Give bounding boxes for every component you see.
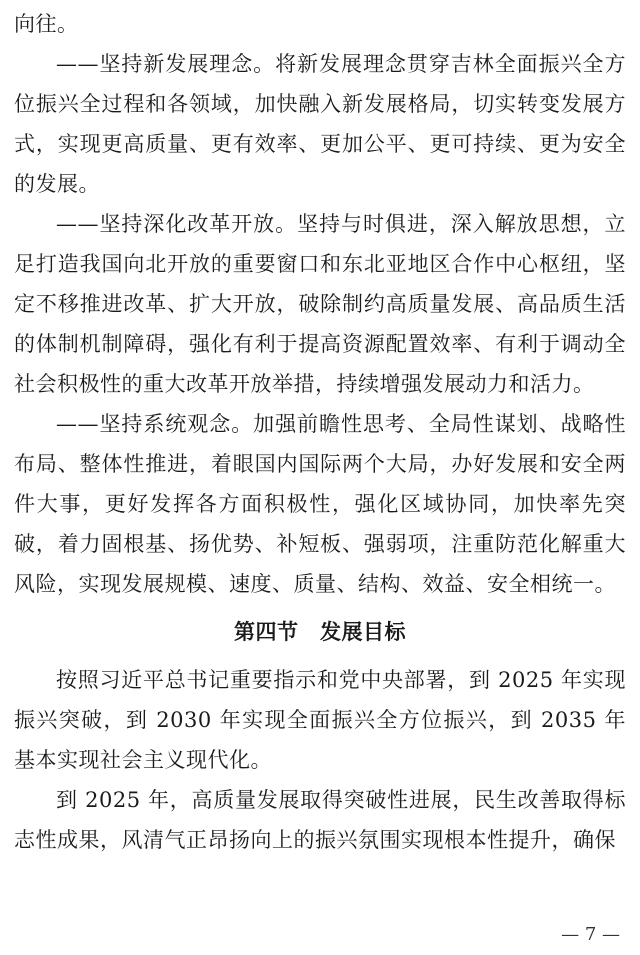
paragraph-goals-overview: 按照习近平总书记重要指示和党中央部署，到 2025 年实现振兴突破，到 2030 年实现全面振兴全方位振兴，到 2035 年基本实现社会主义现代化。: [14, 668, 626, 772]
body-text-after: [14, 660, 626, 860]
paragraph-reform-opening: ——坚持深化改革开放。坚持与时俱进，深入解放思想，立足打造我国向北开放的重要窗口和东北亚地区合作中心枢纽，坚定不移推进改革、扩大开放，破除制约高质量发展、高品质生活的体制机制障碍，强化有利于提高资源配置效率、有利于调动全社会积极性的重大改革开放举措，持续增强发展动力和活力。: [14, 212, 626, 396]
paragraph-2025-goals: 到 2025 年，高质量发展取得突破性进展，民生改善取得标志性成果，风清气正昂扬向上的振兴氛围实现根本性提升，确保: [14, 788, 626, 852]
page-number: — 7 —: [561, 924, 620, 945]
body-text-before: [14, 4, 626, 604]
paragraph-system-concept: ——坚持系统观念。加强前瞻性思考、全局性谋划、战略性布局、整体性推进，着眼国内国际两个大局，办好发展和安全两件大事，更好发挥各方面积极性，强化区域协同，加快率先突破，着力固根基、扬优势、补短板、强弱项，注重防范化解重大风险，实现发展规模、速度、质量、结构、效益、安全相统一。: [14, 412, 626, 596]
paragraph-new-development-concept: ——坚持新发展理念。将新发展理念贯穿吉林全面振兴全方位振兴全过程和各领域，加快融入新发展格局，切实转变发展方式，实现更高质量、更有效率、更加公平、更可持续、更为安全的发展。: [14, 52, 626, 196]
section-heading: 第四节 发展目标: [234, 619, 406, 644]
paragraph-continuation: 向往。: [14, 12, 79, 36]
